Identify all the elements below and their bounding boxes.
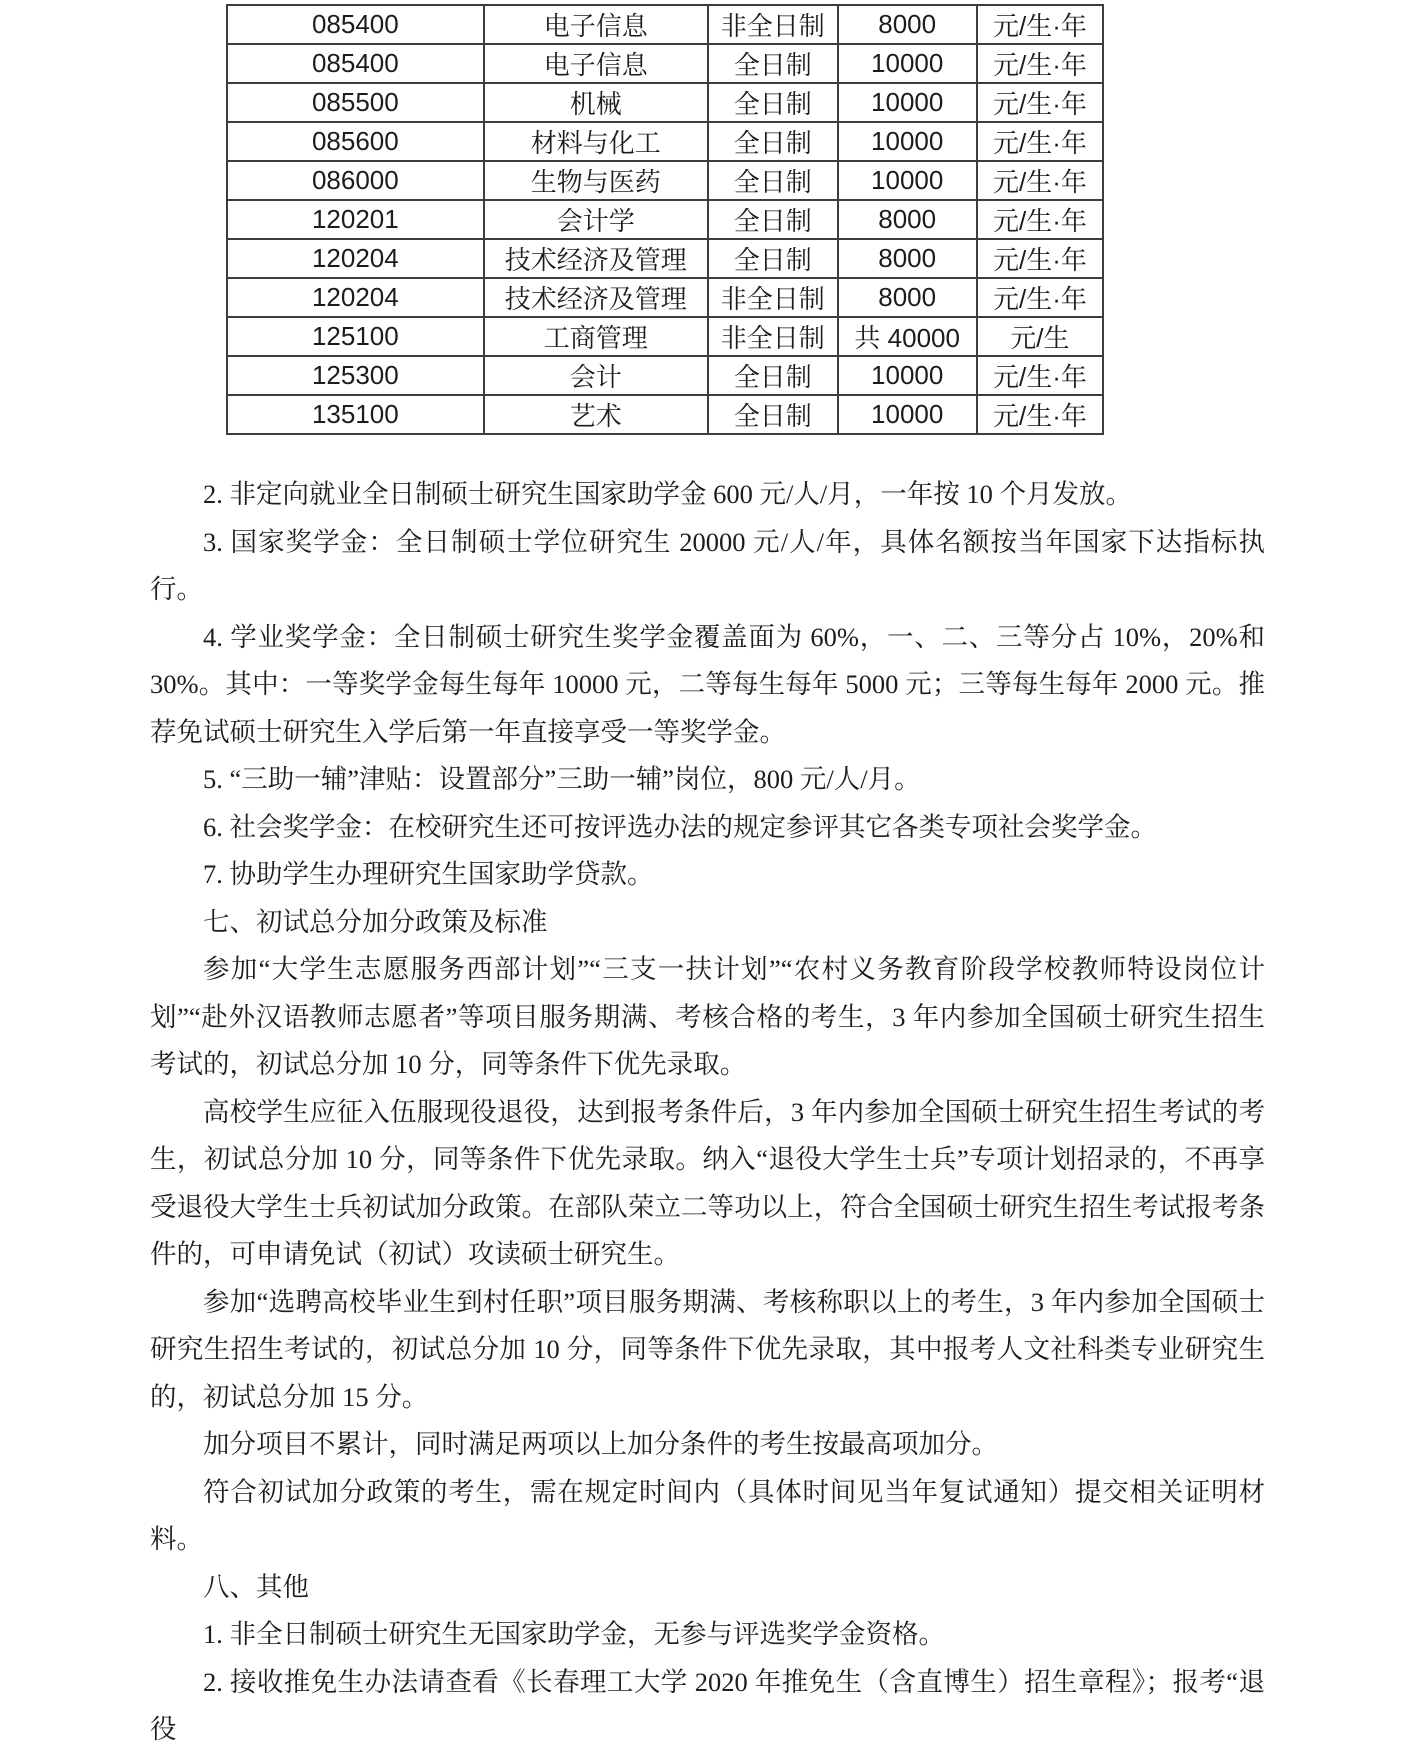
study-mode-cell: 全日制 xyxy=(708,395,838,434)
table-row xyxy=(227,317,1103,356)
paragraph: 加分项目不累计，同时满足两项以上加分条件的考生按最高项加分。 xyxy=(203,1429,998,1459)
section-heading: 七、初试总分加分政策及标准 xyxy=(203,906,548,937)
major-code-cell: 120201 xyxy=(227,200,484,239)
major-code-cell: 085400 xyxy=(227,5,484,44)
numbered-item: 2. 非定向就业全日制硕士研究生国家助学金 600 元/人/月，一年按 10 个月发放。 xyxy=(203,479,1132,509)
table-row xyxy=(227,161,1103,200)
fee-unit-cell: 元/生·年 xyxy=(977,44,1103,83)
major-name-cell: 工商管理 xyxy=(484,317,708,356)
major-code-cell: 085600 xyxy=(227,122,484,161)
major-code-cell: 120204 xyxy=(227,278,484,317)
table-row xyxy=(227,200,1103,239)
major-code-cell: 135100 xyxy=(227,395,484,434)
fee-unit-cell: 元/生·年 xyxy=(977,122,1103,161)
fee-unit-cell: 元/生·年 xyxy=(977,278,1103,317)
study-mode-cell: 全日制 xyxy=(708,83,838,122)
major-name-cell: 电子信息 xyxy=(484,44,708,83)
major-code-cell: 125300 xyxy=(227,356,484,395)
major-code-cell: 125100 xyxy=(227,317,484,356)
document-page xyxy=(0,4,1413,1744)
major-name-cell: 电子信息 xyxy=(484,5,708,44)
fee-unit-cell: 元/生·年 xyxy=(977,239,1103,278)
major-name-cell: 会计 xyxy=(484,356,708,395)
paragraph: 高校学生应征入伍服现役退役，达到报考条件后，3 年内参加全国硕士研究生招生考试的考生，初试总分加 10 分，同等条件下优先录取。纳入“退役大学生士兵”专项计划招录的，不再享受退役大学生士兵初试加分政策。在部队荣立二等功以上，符合全国硕士研究生招生考试报考条件的，可申请免试（初试）攻读硕士研究生。 xyxy=(150,1096,1265,1269)
table-row xyxy=(227,239,1103,278)
major-name-cell: 技术经济及管理 xyxy=(484,278,708,317)
major-code-cell: 086000 xyxy=(227,161,484,200)
study-mode-cell: 非全日制 xyxy=(708,278,838,317)
document-body xyxy=(150,471,1265,1754)
major-name-cell: 会计学 xyxy=(484,200,708,239)
major-name-cell: 机械 xyxy=(484,83,708,122)
numbered-item: 2. 接收推免生办法请查看《长春理工大学 2020 年推免生（含直博生）招生章程》；报考“退役 xyxy=(150,1666,1265,1744)
tuition-fee-table xyxy=(226,4,1104,435)
fee-amount-cell: 10000 xyxy=(838,356,977,395)
major-code-cell: 085500 xyxy=(227,83,484,122)
fee-unit-cell: 元/生·年 xyxy=(977,5,1103,44)
fee-unit-cell: 元/生·年 xyxy=(977,200,1103,239)
table-row xyxy=(227,5,1103,44)
table-row xyxy=(227,356,1103,395)
fee-amount-cell: 8000 xyxy=(838,200,977,239)
table-row xyxy=(227,44,1103,83)
paragraph: 参加“大学生志愿服务西部计划”“三支一扶计划”“农村义务教育阶段学校教师特设岗位计划”“赴外汉语教师志愿者”等项目服务期满、考核合格的考生，3 年内参加全国硕士研究生招生考试的，初试总分加 10 分，同等条件下优先录取。 xyxy=(150,954,1265,1079)
study-mode-cell: 非全日制 xyxy=(708,5,838,44)
numbered-item: 7. 协助学生办理研究生国家助学贷款。 xyxy=(203,859,654,889)
major-name-cell: 艺术 xyxy=(484,395,708,434)
fee-amount-cell: 8000 xyxy=(838,239,977,278)
major-name-cell: 材料与化工 xyxy=(484,122,708,161)
study-mode-cell: 全日制 xyxy=(708,44,838,83)
numbered-item: 5. “三助一辅”津贴：设置部分”三助一辅”岗位，800 元/人/月。 xyxy=(203,764,921,794)
paragraph: 参加“选聘高校毕业生到村任职”项目服务期满、考核称职以上的考生，3 年内参加全国硕士研究生招生考试的，初试总分加 10 分，同等条件下优先录取，其中报考人文社科类专业研究生的，初试总分加 15 分。 xyxy=(150,1286,1265,1412)
table-row xyxy=(227,83,1103,122)
study-mode-cell: 非全日制 xyxy=(708,317,838,356)
study-mode-cell: 全日制 xyxy=(708,122,838,161)
tuition-fee-table-body xyxy=(227,5,1103,434)
major-code-cell: 120204 xyxy=(227,239,484,278)
table-row xyxy=(227,278,1103,317)
study-mode-cell: 全日制 xyxy=(708,200,838,239)
section-heading: 八、其他 xyxy=(203,1571,309,1602)
fee-amount-cell: 10000 xyxy=(838,44,977,83)
paragraph: 符合初试加分政策的考生，需在规定时间内（具体时间见当年复试通知）提交相关证明材料。 xyxy=(150,1476,1265,1554)
fee-amount-cell: 10000 xyxy=(838,122,977,161)
numbered-item: 1. 非全日制硕士研究生无国家助学金，无参与评选奖学金资格。 xyxy=(203,1619,945,1649)
major-name-cell: 生物与医药 xyxy=(484,161,708,200)
table-row xyxy=(227,122,1103,161)
fee-amount-cell: 10000 xyxy=(838,395,977,434)
fee-unit-cell: 元/生·年 xyxy=(977,83,1103,122)
study-mode-cell: 全日制 xyxy=(708,239,838,278)
fee-unit-cell: 元/生·年 xyxy=(977,395,1103,434)
major-code-cell: 085400 xyxy=(227,44,484,83)
fee-amount-cell: 8000 xyxy=(838,278,977,317)
fee-amount-cell: 10000 xyxy=(838,83,977,122)
study-mode-cell: 全日制 xyxy=(708,356,838,395)
numbered-item: 6. 社会奖学金：在校研究生还可按评选办法的规定参评其它各类专项社会奖学金。 xyxy=(203,811,1157,842)
numbered-item: 4. 学业奖学金：全日制硕士研究生奖学金覆盖面为 60%，一、二、三等分占 10%，20%和 30%。其中：一等奖学金每生每年 10000 元，二等每生每年 5000 元；三等每生每年 2000 元。推荐免试硕士研究生入学后第一年直接享受一等奖学金。 xyxy=(150,621,1265,747)
fee-unit-cell: 元/生·年 xyxy=(977,356,1103,395)
table-row xyxy=(227,395,1103,434)
fee-unit-cell: 元/生 xyxy=(977,317,1103,356)
study-mode-cell: 全日制 xyxy=(708,161,838,200)
major-name-cell: 技术经济及管理 xyxy=(484,239,708,278)
fee-amount-cell: 8000 xyxy=(838,5,977,44)
numbered-item: 3. 国家奖学金：全日制硕士学位研究生 20000 元/人/年，具体名额按当年国家下达指标执行。 xyxy=(150,526,1265,604)
fee-amount-cell: 共 40000 xyxy=(838,317,977,356)
fee-unit-cell: 元/生·年 xyxy=(977,161,1103,200)
fee-amount-cell: 10000 xyxy=(838,161,977,200)
